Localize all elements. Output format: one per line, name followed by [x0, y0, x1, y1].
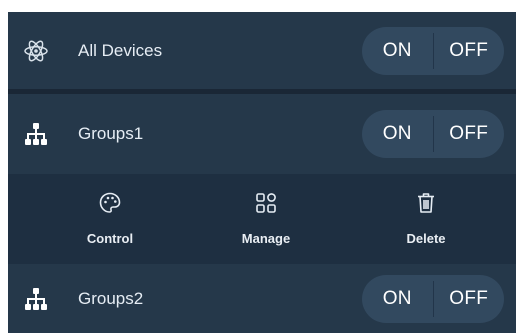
row-label: All Devices [78, 40, 163, 60]
atom-icon [22, 37, 50, 65]
off-button[interactable]: OFF [449, 39, 489, 61]
hierarchy-icon [22, 120, 50, 148]
control-button[interactable] [50, 174, 170, 264]
delete-label: Delete [406, 231, 446, 246]
device-group-panel [8, 12, 516, 333]
on-button[interactable]: ON [382, 123, 412, 144]
off-button[interactable]: OFF [449, 123, 489, 144]
row-all-devices[interactable] [8, 12, 516, 89]
off-button[interactable]: OFF [449, 287, 489, 309]
on-button[interactable]: ON [382, 287, 412, 309]
grid-icon [253, 190, 279, 216]
on-button[interactable]: ON [382, 39, 412, 61]
manage-label: Manage [241, 231, 291, 246]
row-groups1[interactable] [8, 94, 516, 174]
row-label: Groups1 [78, 124, 144, 143]
hierarchy-icon [22, 285, 50, 313]
on-off-toggle [362, 110, 504, 158]
trash-icon [413, 190, 439, 216]
delete-button[interactable] [366, 174, 486, 264]
palette-icon [97, 190, 123, 216]
on-off-toggle [362, 275, 504, 323]
manage-button[interactable] [206, 174, 326, 264]
control-label: Control [86, 231, 134, 246]
on-off-toggle [362, 27, 504, 75]
row-groups2[interactable] [8, 264, 516, 333]
group-actions-bar [8, 174, 516, 264]
row-label: Groups2 [78, 288, 144, 308]
